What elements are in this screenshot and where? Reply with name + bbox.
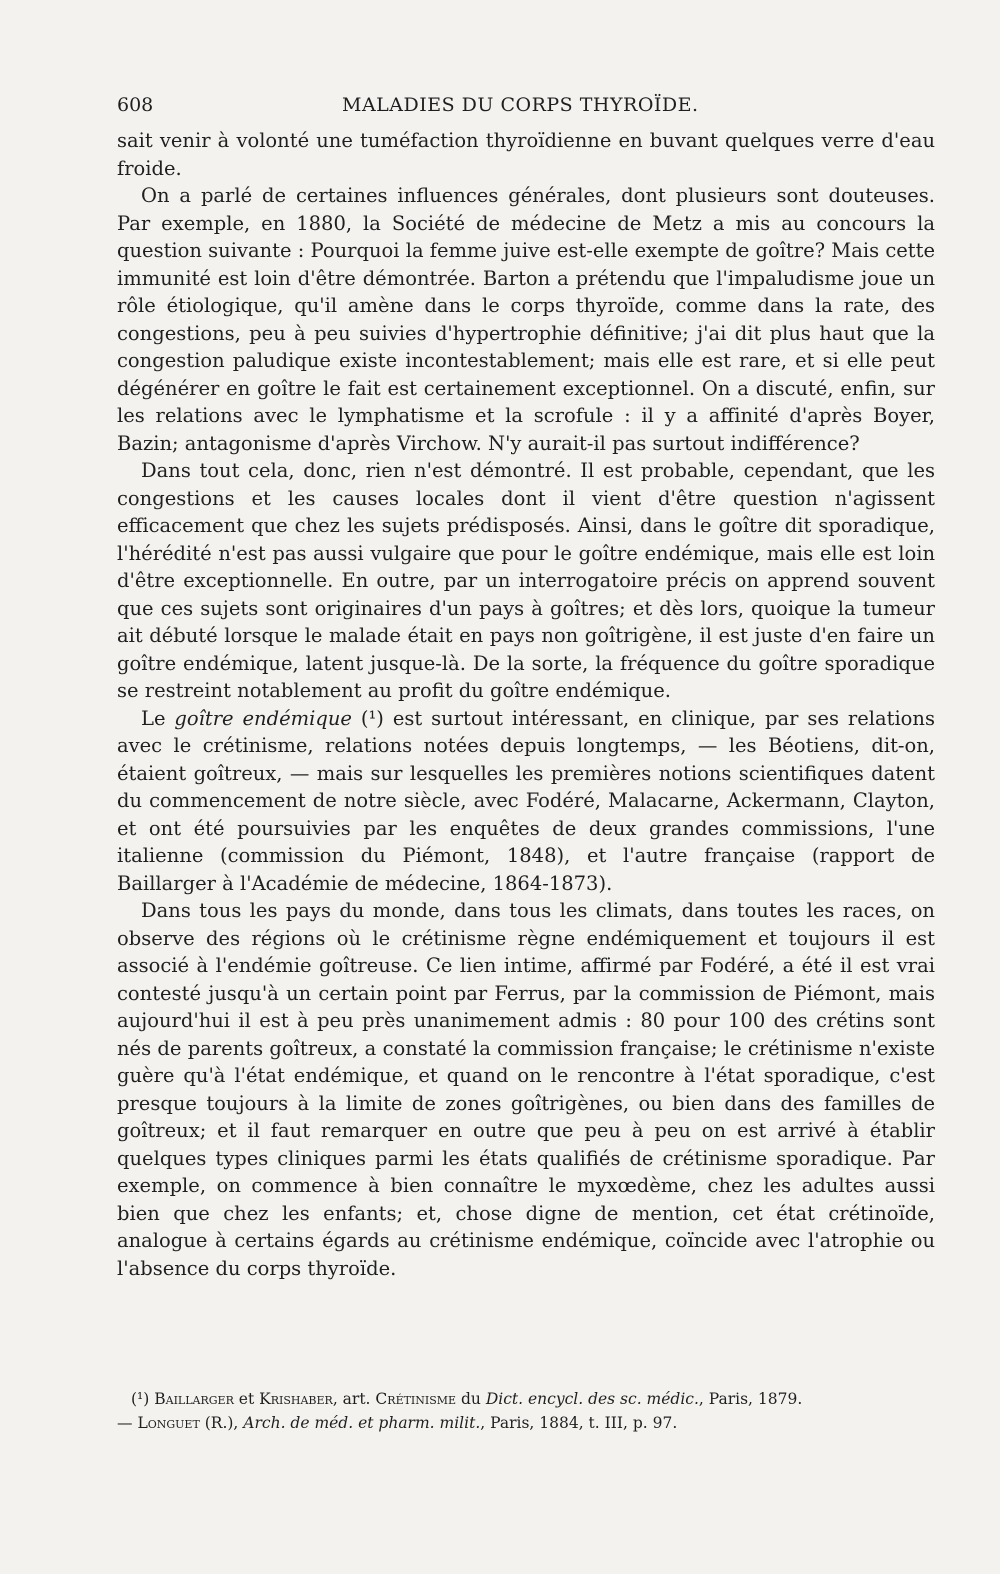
running-title: MALADIES DU CORPS THYROÏDE. bbox=[342, 94, 699, 116]
footnote-author: Longuet bbox=[137, 1414, 200, 1432]
footnote-1 bbox=[117, 1387, 935, 1435]
footnote-work: Arch. de méd. et pharm. milit. bbox=[243, 1414, 481, 1432]
footnote-text: , Paris, 1879. bbox=[698, 1390, 803, 1408]
paragraph-1: sait venir à volonté une tuméfaction thyroïdienne en buvant quelques verre d'eau froide. bbox=[117, 129, 935, 180]
running-header bbox=[117, 94, 937, 124]
footnote-text: et bbox=[233, 1390, 260, 1408]
footnote-article: Crétinisme bbox=[375, 1390, 457, 1408]
footnote-text: , Paris, 1884, t. III, p. 97. bbox=[480, 1414, 678, 1432]
footnote-text: (R.), bbox=[199, 1414, 244, 1432]
footnote-ref: (¹) bbox=[360, 706, 384, 730]
page-number: 608 bbox=[117, 94, 154, 116]
footnote-text: , art. bbox=[332, 1390, 376, 1408]
paragraph-4-rest: est surtout intéressant, en clinique, par ses relations avec le crétinisme, relations notées depuis longtemps, — les Béotiens, dit-on, étaient goîtreux, — mais sur lesquelles les premières notions scientifiques datent du commencement de notre siècle, avec Fodéré, Malacarne, Ackermann, Clayton, et ont été poursuivies par les enquêtes de deux grandes commissions, l'une italienne (commission du Piémont, 1848), et l'autre française (rapport de Baillarger à l'Académie de médecine, 1864-1873). bbox=[117, 706, 935, 895]
footnote-author: Baillarger bbox=[154, 1390, 234, 1408]
paragraph-5: Dans tous les pays du monde, dans tous les climats, dans toutes les races, on observe des régions où le crétinisme règne endémiquement et toujours il est associé à l'endémie goîtreuse. Ce lien intime, affirmé par Fodéré, a été il est vrai contesté jusqu'à un certain point par Ferrus, par la commission de Piémont, mais aujourd'hui il est à peu près unanimement admis : 80 pour 100 des crétins sont nés de parents goîtreux, a constaté la commission française; le crétinisme n'existe guère qu'à l'état endémique, et quand on le rencontre à l'état sporadique, c'est presque toujours à la limite de zones goîtrigènes, ou bien dans des familles de goîtreux; et il faut remarquer en outre que peu à peu on est arrivé à établir quelques types cliniques parmi les états qualifiés de crétinisme sporadique. Par exemple, on commence à bien connaître le myxœdème, chez les adultes aussi bien que chez les enfants; et, chose digne de mention, cet état crétinoïde, analogue à certains égards au crétinisme endémique, coïncide avec l'atrophie ou l'absence du corps thyroïde. bbox=[117, 899, 935, 1280]
paragraph-2: On a parlé de certaines influences générales, dont plusieurs sont douteuses. Par exemple, en 1880, la Société de médecine de Metz a mis au concours la question suivante : Pourquoi la femme juive est-elle exempte de goître? Mais cette immunité est loin d'être démontrée. Barton a prétendu que l'impaludisme joue un rôle étiologique, qu'il amène dans le corps thyroïde, comme dans la rate, des congestions, peu à peu suivies d'hypertrophie définitive; j'ai dit plus haut que la congestion paludique existe incontestablement; mais elle est rare, et si elle peut dégénérer en goître le fait est certainement exceptionnel. On a discuté, enfin, sur les relations avec le lymphatisme et la scrofule : il y a affinité d'après Boyer, Bazin; antagonisme d'après Virchow. N'y aurait-il pas surtout indifférence? bbox=[117, 184, 935, 455]
footnote-mark: (¹) bbox=[131, 1390, 150, 1408]
paragraph-4-term: goître endémique bbox=[174, 706, 352, 730]
paragraph-3: Dans tout cela, donc, rien n'est démontré. Il est probable, cependant, que les congestions et les causes locales dont il vient d'être question n'agissent efficacement que chez les sujets prédisposés. Ainsi, dans le goître dit sporadique, l'hérédité n'est pas aussi vulgaire que pour le goître endémique, mais elle est loin d'être exceptionnelle. En outre, par un interrogatoire précis on apprend souvent que ces sujets sont originaires d'un pays à goîtres; et dès lors, quoique la tumeur ait débuté lorsque le malade était en pays non goîtrigène, il est juste d'en faire un goître endémique, latent jusque-là. De la sorte, la fréquence du goître sporadique se restreint notablement au profit du goître endémique. bbox=[117, 459, 935, 702]
body-text bbox=[117, 127, 935, 1282]
footnote-text: du bbox=[456, 1390, 486, 1408]
footnotes bbox=[117, 1387, 935, 1435]
paragraph-4 bbox=[117, 705, 935, 898]
footnote-author: Krishaber bbox=[259, 1390, 333, 1408]
paragraph-4-lead: Le bbox=[141, 706, 175, 730]
footnote-text: — bbox=[117, 1414, 138, 1432]
footnote-work: Dict. encycl. des sc. médic. bbox=[485, 1390, 699, 1408]
